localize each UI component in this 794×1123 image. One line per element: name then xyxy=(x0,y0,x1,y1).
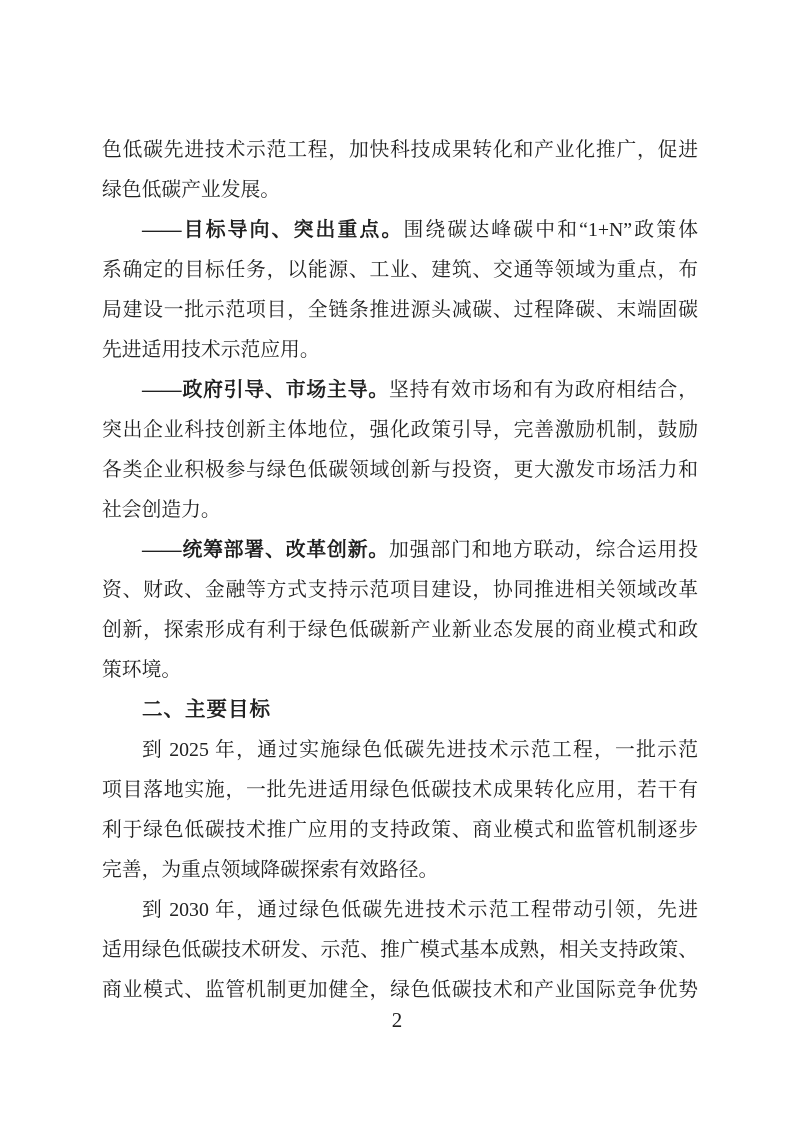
text-line xyxy=(102,610,698,650)
text-line xyxy=(102,490,698,530)
text-run: 突出企业科技创新主体地位，强化政策引导，完善激励机制，鼓励 xyxy=(102,419,698,441)
text-run: 加强部门和地方联动，综合运用投 xyxy=(389,539,698,561)
text-run: 到 2025 年，通过实施绿色低碳先进技术示范工程，一批示范 xyxy=(142,739,698,761)
text-run: 商业模式、监管机制更加健全，绿色低碳技术和产业国际竞争优势 xyxy=(102,979,698,1001)
text-run: 系确定的目标任务，以能源、工业、建筑、交通等领域为重点，布 xyxy=(102,259,698,281)
text-run: 完善，为重点领域降碳探索有效路径。 xyxy=(102,859,439,881)
text-run: 坚持有效市场和有为政府相结合， xyxy=(389,379,698,401)
text-run: 局建设一批示范项目，全链条推进源头减碳、过程降碳、末端固碳 xyxy=(102,299,698,321)
text-line xyxy=(102,650,698,690)
text-line xyxy=(102,930,698,970)
text-line xyxy=(102,850,698,890)
text-run: 项目落地实施，一批先进适用绿色低碳技术成果转化应用，若干有 xyxy=(102,779,698,801)
text-line xyxy=(102,250,698,290)
text-line xyxy=(102,450,698,490)
text-run: 到 2030 年，通过绿色低碳先进技术示范工程带动引领，先进 xyxy=(142,899,698,921)
text-run: 策环境。 xyxy=(102,659,182,681)
text-run: 社会创造力。 xyxy=(102,499,221,521)
text-line xyxy=(102,570,698,610)
paragraph-lead: ——政府引导、市场主导。 xyxy=(142,379,390,401)
text-line xyxy=(102,810,698,850)
text-line xyxy=(102,370,698,410)
text-line xyxy=(102,290,698,330)
text-run: 绿色低碳产业发展。 xyxy=(102,179,281,201)
text-run: 资、财政、金融等方式支持示范项目建设，协同推进相关领域改革 xyxy=(102,579,698,601)
text-line xyxy=(102,410,698,450)
text-line xyxy=(102,770,698,810)
section-heading xyxy=(102,690,698,730)
text-run: 围绕碳达峰碳中和“1+N”政策体 xyxy=(403,219,698,241)
paragraph-lead: ——目标导向、突出重点。 xyxy=(142,219,404,241)
text-run: 利于绿色低碳技术推广应用的支持政策、商业模式和监管机制逐步 xyxy=(102,819,698,841)
text-line xyxy=(102,530,698,570)
paragraph-lead: ——统筹部署、改革创新。 xyxy=(142,539,390,561)
document-body xyxy=(102,130,698,1010)
text-run: 各类企业积极参与绿色低碳领域创新与投资，更大激发市场活力和 xyxy=(102,459,698,481)
text-line xyxy=(102,130,698,170)
text-run: 创新，探索形成有利于绿色低碳新产业新业态发展的商业模式和政 xyxy=(102,619,698,641)
page-number: 2 xyxy=(391,1008,403,1032)
text-line xyxy=(102,970,698,1010)
text-line xyxy=(102,730,698,770)
text-run: 色低碳先进技术示范工程，加快科技成果转化和产业化推广，促进 xyxy=(102,139,698,161)
text-run: 二、主要目标 xyxy=(142,698,271,721)
text-line xyxy=(102,330,698,370)
text-line xyxy=(102,170,698,210)
text-run: 先进适用技术示范应用。 xyxy=(102,339,320,361)
text-line xyxy=(102,210,698,250)
text-line xyxy=(102,890,698,930)
text-run: 适用绿色低碳技术研发、示范、推广模式基本成熟，相关支持政策、 xyxy=(102,939,698,961)
